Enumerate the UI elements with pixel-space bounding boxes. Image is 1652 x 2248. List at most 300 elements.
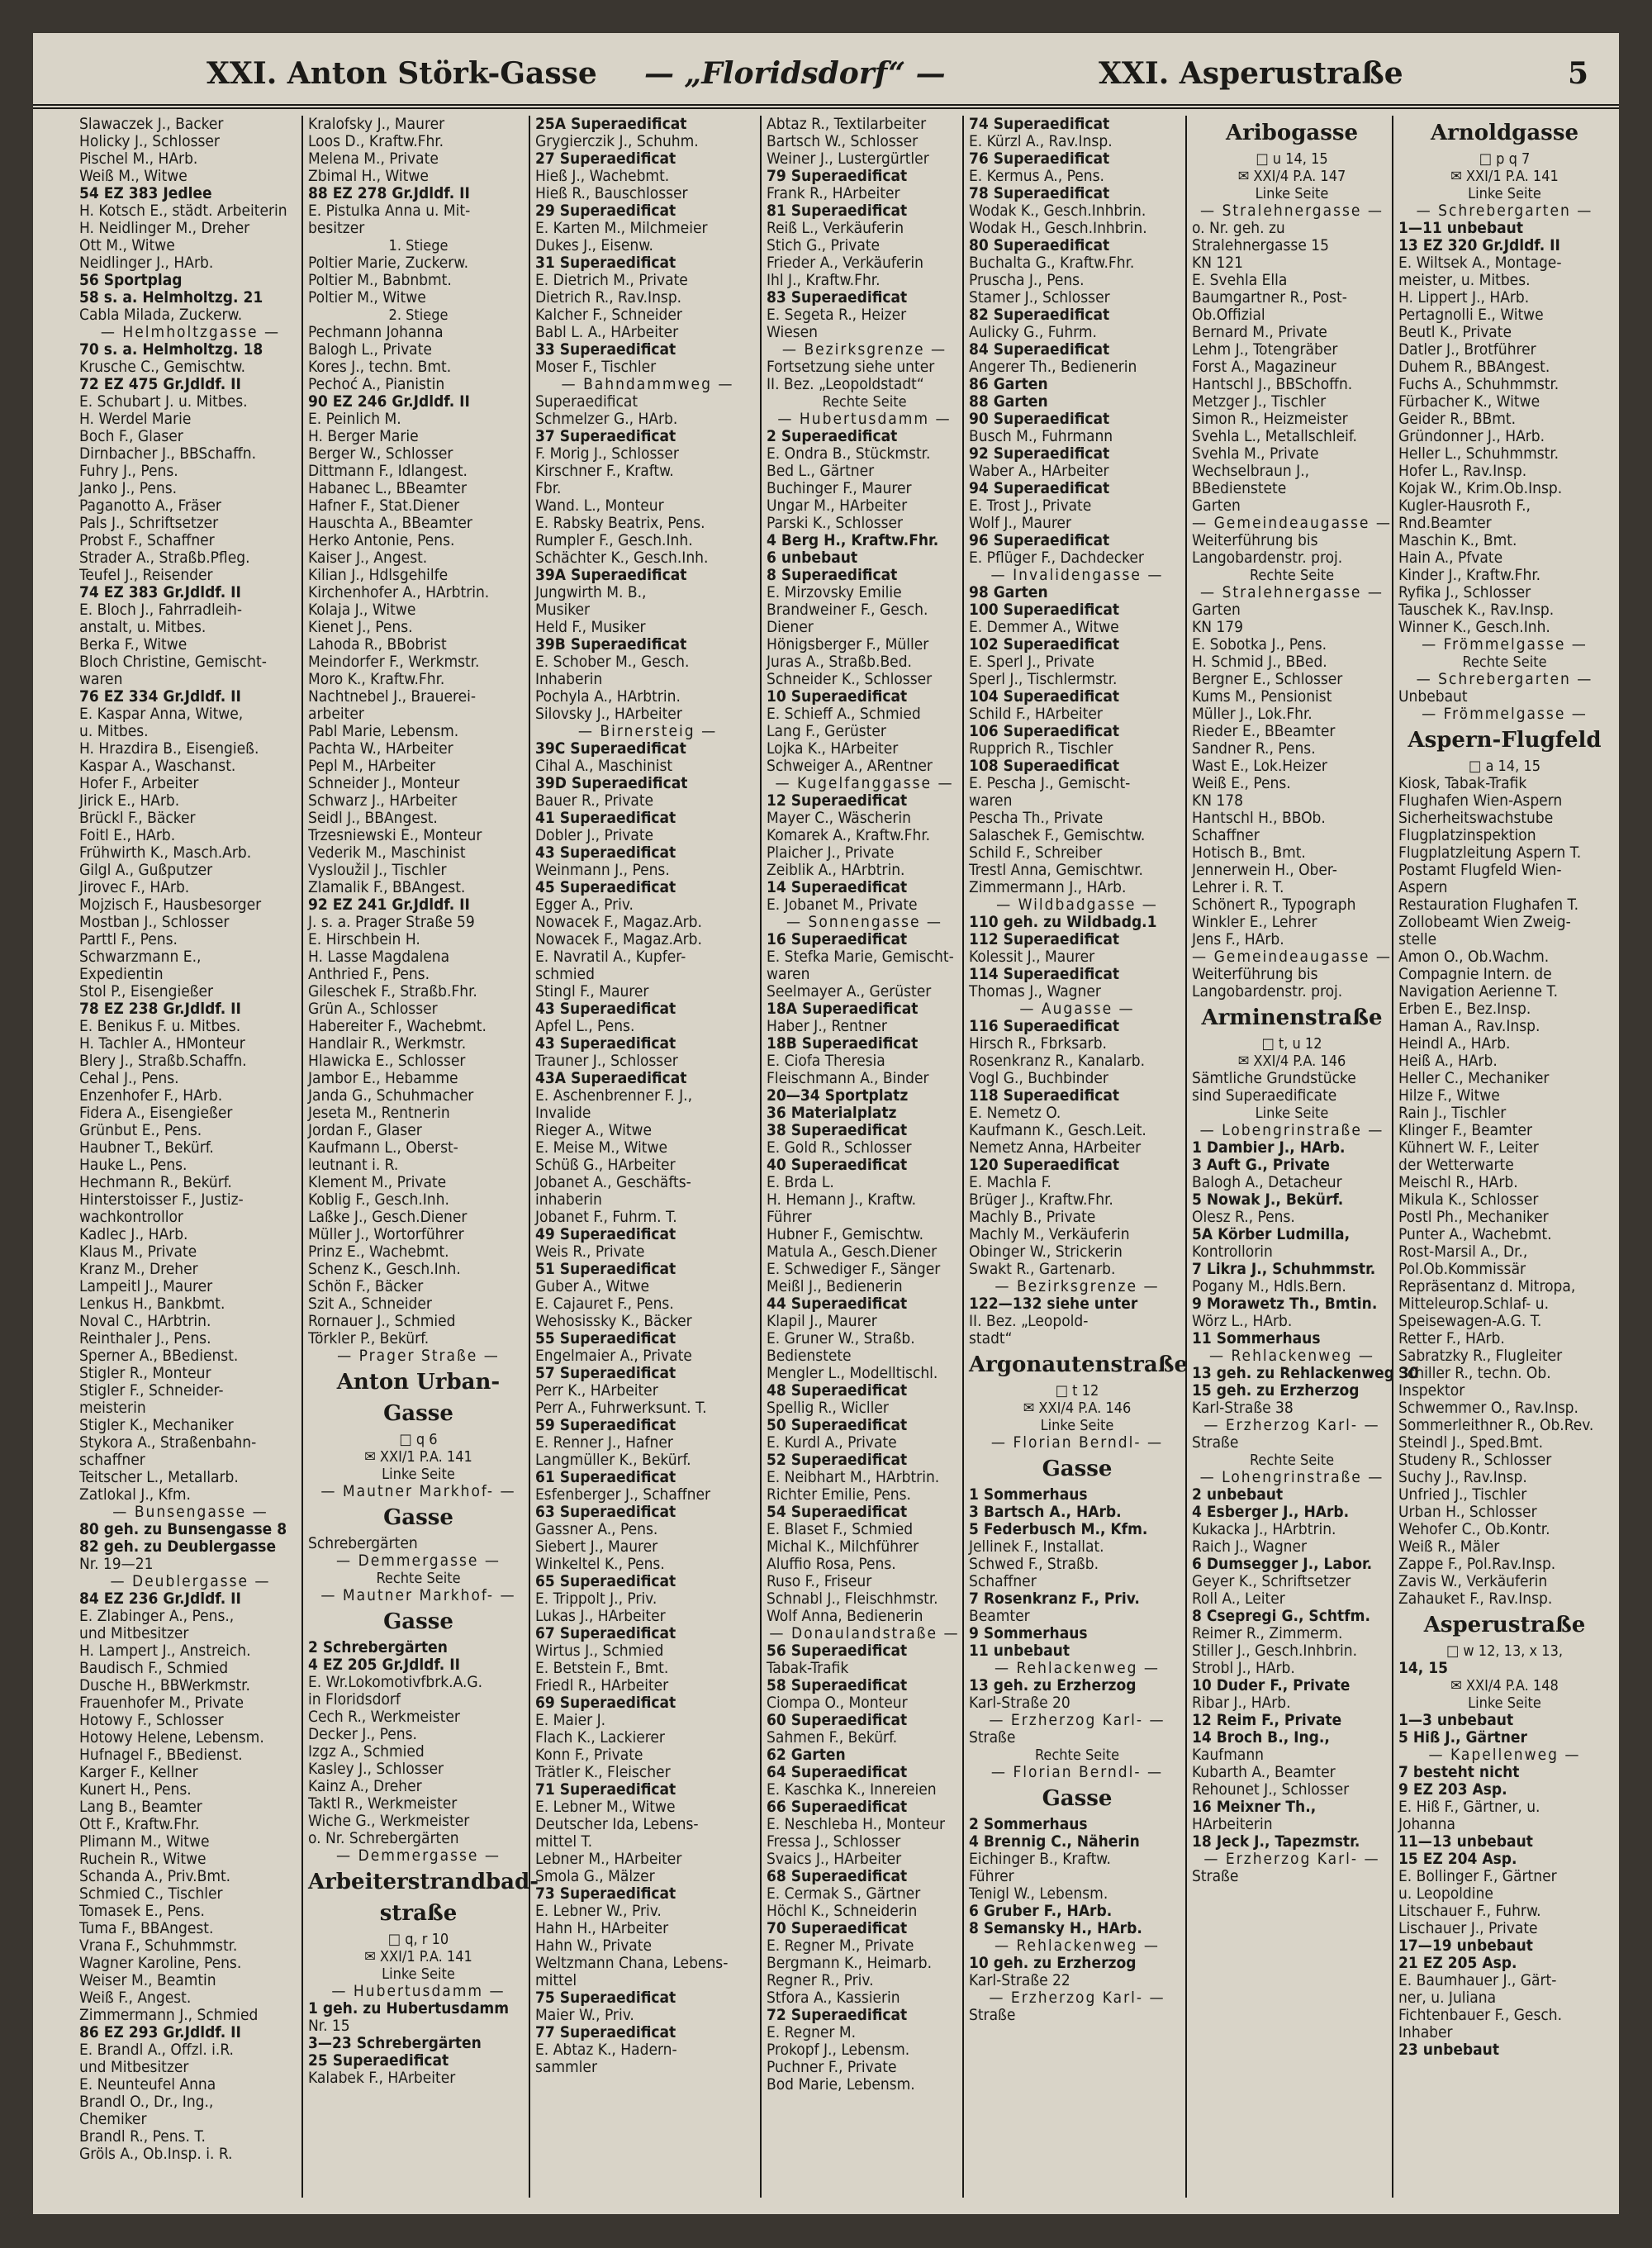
directory-entry: Inspektor (1398, 1381, 1465, 1400)
directory-entry: H. Berger Marie (308, 427, 419, 445)
directory-entry: Habanec L., BBeamter (308, 479, 467, 497)
directory-entry: Arnoldgasse (1430, 121, 1579, 145)
directory-entry: Kienet J., Pens. (308, 618, 413, 636)
directory-entry: schmied (535, 965, 595, 983)
directory-entry: Winkeltel K., Pens. (535, 1555, 665, 1573)
directory-entry: — Sonnengasse — (767, 914, 962, 931)
directory-entry: Garten (1192, 601, 1241, 619)
directory-entry: Zimmermann J., Schmied (79, 2006, 259, 2024)
directory-entry: Rieder E., BBeamter (1192, 722, 1336, 740)
directory-entry: 13 geh. zu Rehlackenweg 30 (1192, 1364, 1419, 1382)
directory-entry: Duhem R., BBAngest. (1398, 358, 1550, 376)
directory-entry: Haubner T., Bekürf. (79, 1138, 214, 1157)
directory-entry: Schönert R., Typograph (1192, 896, 1356, 914)
directory-entry: Meischl R., HArb. (1398, 1173, 1518, 1191)
directory-entry: Wolf J., Maurer (969, 514, 1071, 532)
directory-entry: Mayer C., Wäscherin (767, 809, 911, 827)
directory-entry: 8 Semansky H., HArb. (969, 1919, 1142, 1937)
directory-entry: Bed L., Gärtner (767, 462, 875, 480)
directory-entry: Lenkus H., Bankbmt. (79, 1295, 225, 1313)
directory-entry: 88 EZ 278 Gr.Jdldf. II (308, 184, 470, 202)
directory-entry: Rupprich R., Tischler (969, 739, 1113, 758)
directory-entry: 6 unbebaut (767, 549, 858, 567)
directory-entry: Berka F., Witwe (79, 635, 188, 653)
directory-entry: Beutl K., Private (1398, 323, 1512, 341)
directory-entry: Hantschl H., BBOb. (1192, 809, 1326, 827)
directory-entry: E. Karten M., Milchmeier (535, 219, 708, 237)
directory-entry: Kaufmann K., Gesch.Leit. (969, 1121, 1146, 1139)
directory-entry: Prokopf J., Lebensm. (767, 2041, 910, 2059)
directory-entry: Superaedificat (535, 392, 638, 411)
directory-entry: Karl-Straße 20 (969, 1694, 1070, 1712)
directory-entry: Richter Emilie, Pens. (767, 1485, 911, 1504)
directory-entry: Retter F., HArb. (1398, 1329, 1505, 1347)
directory-entry: Weiner J., Lustergürtler (767, 150, 929, 168)
directory-entry: E. Blaset F., Schmied (767, 1520, 914, 1538)
directory-entry: Sahmen F., Bekürf. (767, 1728, 898, 1747)
directory-entry: 39D Superaedificat (535, 774, 688, 792)
directory-columns (74, 116, 1611, 2198)
directory-entry: Ryfika J., Schlosser (1398, 583, 1531, 601)
directory-entry: 10 Superaedificat (767, 687, 908, 706)
directory-entry: Hotowy Helene, Lebensm. (79, 1728, 264, 1747)
directory-entry: Schüß G., HArbeiter (535, 1156, 676, 1174)
directory-entry: 1. Stiege (388, 237, 449, 254)
directory-entry: Invalide (535, 1104, 591, 1122)
directory-entry: Linke Seite (1255, 185, 1329, 202)
directory-entry: Stigler R., Monteur (79, 1364, 211, 1382)
directory-entry: Hahn W., Private (535, 1937, 652, 1955)
directory-entry: □ q, r 10 (387, 1931, 449, 1948)
directory-entry: 37 Superaedificat (535, 427, 676, 445)
directory-entry: Heindl A., HArb. (1398, 1034, 1511, 1053)
directory-entry: Nemetz Anna, HArbeiter (969, 1138, 1142, 1157)
directory-entry: Trätler K., Fleischer (535, 1763, 671, 1781)
directory-entry: Dittmann F., Idlangest. (308, 462, 468, 480)
directory-entry: Melena M., Private (308, 150, 439, 168)
directory-entry: Schächter K., Gesch.Inh. (535, 549, 709, 567)
directory-entry: Hieß R., Bauschlosser (535, 184, 688, 202)
directory-entry: Heller L., Schuhmmstr. (1398, 444, 1559, 463)
directory-entry: Strobl J., HArb. (1192, 1659, 1295, 1677)
directory-entry: 52 Superaedificat (767, 1451, 908, 1469)
directory-entry: 83 Superaedificat (767, 288, 908, 307)
directory-entry: 73 Superaedificat (535, 1884, 676, 1903)
directory-entry: 9 EZ 203 Asp. (1398, 1780, 1507, 1799)
directory-entry: Aspern-Flugfeld (1408, 728, 1602, 753)
directory-entry: 13 EZ 320 Gr.Jdldf. II (1398, 236, 1560, 254)
directory-entry: Schiller R., techn. Ob. (1398, 1364, 1551, 1382)
directory-entry: Janko J., Pens. (79, 479, 178, 497)
directory-entry: 15 EZ 204 Asp. (1398, 1850, 1517, 1868)
directory-entry: Baumgartner R., Post- (1192, 288, 1347, 307)
directory-entry: Cech R., Werkmeister (308, 1708, 460, 1726)
directory-entry: E. Meise M., Witwe (535, 1138, 667, 1157)
directory-entry: Busch M., Fuhrmann (969, 427, 1113, 445)
directory-entry: □ u 14, 15 (1256, 150, 1328, 168)
directory-entry: 43A Superaedificat (535, 1069, 687, 1087)
directory-entry: 72 Superaedificat (767, 2006, 908, 2024)
directory-entry: 23 unbebaut (1398, 2041, 1500, 2059)
directory-entry: Teufel J., Reisender (79, 566, 213, 584)
directory-entry: Flugplatzleitung Aspern T. (1398, 844, 1582, 862)
directory-entry: Steindl J., Sped.Bmt. (1398, 1433, 1544, 1452)
directory-entry: Fleischmann A., Binder (767, 1069, 929, 1087)
directory-entry: □ p q 7 (1479, 150, 1531, 168)
directory-entry: Hufnagel F., BBedienst. (79, 1746, 243, 1764)
directory-entry: Machly M., Verkäuferin (969, 1225, 1130, 1243)
directory-entry: Gassner A., Pens. (535, 1520, 658, 1538)
directory-entry: 3 Bartsch A., HArb. (969, 1503, 1122, 1521)
directory-column-3 (529, 116, 760, 2198)
directory-entry: E. Lebner M., Witwe (535, 1798, 676, 1816)
directory-entry: Weiß F., Angest. (79, 1989, 192, 2007)
directory-entry: Jobanet F., Fuhrm. T. (535, 1208, 677, 1226)
directory-entry: Gasse (1042, 1786, 1113, 1811)
directory-entry: Seelmayer A., Gerüster (767, 982, 932, 1000)
directory-entry: Schild F., HArbeiter (969, 705, 1103, 723)
directory-entry: Müller J., Lok.Fhr. (1192, 705, 1313, 723)
directory-entry: Ott F., Kraftw.Fhr. (79, 1815, 200, 1833)
directory-entry: E. Demmer A., Witwe (969, 618, 1119, 636)
directory-entry: Tauschek K., Rav.Insp. (1398, 601, 1555, 619)
directory-entry: 40 Superaedificat (767, 1156, 908, 1174)
directory-entry: 55 Superaedificat (535, 1329, 676, 1347)
directory-entry: Lang B., Beamter (79, 1798, 202, 1816)
directory-entry: □ t, u 12 (1261, 1035, 1322, 1053)
directory-entry: Kolessit J., Maurer (969, 948, 1095, 966)
directory-entry: Führer (969, 1867, 1014, 1885)
directory-entry: Kaufmann (1192, 1746, 1264, 1764)
directory-entry: Bedienstete (767, 1347, 852, 1365)
directory-entry: Schrebergärten (308, 1534, 418, 1552)
directory-entry: Neidlinger J., HArb. (79, 254, 214, 272)
directory-entry: — Demmergasse — (308, 1552, 529, 1570)
directory-entry: 110 geh. zu Wildbadg.1 (969, 913, 1157, 931)
directory-entry: Plaicher J., Private (767, 844, 895, 862)
directory-entry: sammler (535, 2058, 597, 2076)
directory-entry: Winner K., Gesch.Inh. (1398, 618, 1550, 636)
directory-entry: Straße (969, 2006, 1016, 2024)
directory-entry: E. Bollinger F., Gärtner (1398, 1867, 1557, 1885)
directory-column-4 (760, 116, 962, 2198)
directory-entry: E. Stefka Marie, Gemischt- (767, 948, 954, 966)
directory-entry: Rieger A., Witwe (535, 1121, 653, 1139)
directory-entry: 3—23 Schrebergärten (308, 2034, 482, 2052)
directory-entry: Pechoć A., Pianistin (308, 375, 445, 393)
directory-entry: II. Bez. „Leopoldstadt“ (767, 375, 924, 393)
directory-entry: Kolaja J., Witwe (308, 601, 416, 619)
directory-entry: Nr. 15 (308, 2017, 350, 2035)
directory-entry: — Lohengrinstraße — (1192, 1469, 1392, 1486)
directory-entry: 1 geh. zu Hubertusdamm (308, 1999, 510, 2017)
directory-entry: Stralehnergasse 15 (1192, 236, 1330, 254)
directory-entry: Kranz M., Dreher (79, 1260, 198, 1278)
directory-entry: E. Pflüger F., Dachdecker (969, 549, 1144, 567)
directory-entry: Gründonner J., HArb. (1398, 427, 1545, 445)
directory-entry: Zeiblik A., HArbtrin. (767, 861, 905, 879)
directory-entry: Amon O., Ob.Wachm. (1398, 948, 1550, 966)
directory-entry: 21 EZ 205 Asp. (1398, 1954, 1517, 1972)
directory-entry: 4 Berg H., Kraftw.Fhr. (767, 531, 939, 549)
directory-entry: Buchalta G., Kraftw.Fhr. (969, 254, 1135, 272)
directory-entry: Flughafen Wien-Aspern (1398, 791, 1563, 810)
directory-entry: Koblig F., Gesch.Inh. (308, 1191, 449, 1209)
directory-entry: Geider R., BBmt. (1398, 410, 1517, 428)
directory-entry: 84 EZ 236 Gr.Jdldf. II (79, 1590, 241, 1608)
directory-entry: Schwarz J., HArbeiter (308, 791, 458, 810)
directory-entry: E. Renner J., Hafner (535, 1433, 673, 1452)
directory-entry: E. Kermus A., Pens. (969, 167, 1104, 185)
directory-entry: Arbeiterstrandbad- (308, 1870, 539, 1894)
directory-entry: Slawaczek J., Backer (79, 115, 224, 133)
directory-entry: E. Segeta R., Heizer (767, 306, 907, 324)
directory-entry: Kalabek F., HArbeiter (308, 2069, 456, 2087)
directory-entry: 94 Superaedificat (969, 479, 1110, 497)
directory-entry: Fbr. (535, 479, 562, 497)
directory-entry: 77 Superaedificat (535, 2023, 676, 2041)
directory-entry: 38 Superaedificat (767, 1121, 908, 1139)
directory-entry: 74 EZ 383 Gr.Jdldf. II (79, 583, 241, 601)
directory-entry: Anthried F., Pens. (308, 965, 430, 983)
directory-entry: Svehla L., Metallschleif. (1192, 427, 1357, 445)
directory-entry: 90 EZ 246 Gr.Jdldf. II (308, 392, 470, 411)
directory-entry: 96 Superaedificat (969, 531, 1110, 549)
directory-entry: Tenigl W., Lebensm. (969, 1884, 1108, 1903)
directory-entry: Lojka K., HArbeiter (767, 739, 899, 758)
directory-entry: Seidl J., BBAngest. (308, 809, 438, 827)
directory-entry: Parski K., Schlosser (767, 514, 904, 532)
directory-entry: 118 Superaedificat (969, 1086, 1120, 1105)
directory-entry: F. Morig J., Schlosser (535, 444, 679, 463)
directory-entry: Nowacek F., Magaz.Arb. (535, 913, 702, 931)
directory-entry: Schild F., Schreiber (969, 844, 1103, 862)
directory-entry: mittel T. (535, 1832, 593, 1851)
directory-entry: Laßke J., Gesch.Diener (308, 1208, 468, 1226)
directory-entry: — Erzherzog Karl- — (1192, 1851, 1392, 1868)
directory-entry: 11—13 unbebaut (1398, 1832, 1533, 1851)
directory-entry: 114 Superaedificat (969, 965, 1120, 983)
directory-entry: Noval C., HArbtrin. (79, 1312, 211, 1330)
directory-entry: Kaspar A., Waschanst. (79, 757, 236, 775)
directory-entry: Linke Seite (382, 1965, 455, 1983)
directory-entry: Kugler-Hausroth F., (1398, 497, 1531, 515)
directory-entry: 51 Superaedificat (535, 1260, 676, 1278)
directory-entry: 5 Hiß J., Gärtner (1398, 1728, 1527, 1747)
directory-entry: Wirtus J., Schmied (535, 1642, 664, 1660)
directory-entry: II. Bez. „Leopold- (969, 1312, 1089, 1330)
directory-entry: 59 Superaedificat (535, 1416, 676, 1434)
directory-entry: Swakt R., Gartenarb. (969, 1260, 1116, 1278)
directory-entry: 11 unbebaut (969, 1642, 1070, 1660)
directory-entry: Straße (1192, 1867, 1239, 1885)
directory-entry: Roll A., Leiter (1192, 1590, 1285, 1608)
directory-entry: Rechte Seite (822, 393, 907, 411)
directory-entry: anstalt, u. Mitbes. (79, 618, 206, 636)
directory-entry: Izgz A., Schmied (308, 1742, 425, 1761)
directory-entry: Frühwirth K., Masch.Arb. (79, 844, 252, 862)
directory-entry: Kalcher F., Schneider (535, 306, 682, 324)
directory-entry: Punter A., Wachebmt. (1398, 1225, 1552, 1243)
directory-entry: Berger W., Schlosser (308, 444, 453, 463)
directory-entry: Inhaberin (535, 670, 603, 688)
directory-entry: Bernard M., Private (1192, 323, 1327, 341)
directory-entry: Kukacka J., HArbtrin. (1192, 1520, 1336, 1538)
directory-entry: Zlamalik F., BBAngest. (308, 878, 466, 896)
directory-entry: Jordan F., Glaser (308, 1121, 422, 1139)
directory-entry: Heiß A., HArb. (1398, 1052, 1498, 1070)
directory-entry: Linke Seite (1468, 185, 1541, 202)
directory-entry: Weiterführung bis (1192, 531, 1318, 549)
directory-entry: 43 Superaedificat (535, 844, 676, 862)
directory-entry: Sommerleithner R., Ob.Rev. (1398, 1416, 1594, 1434)
directory-entry: Grygierczik J., Schuhm. (535, 132, 699, 150)
directory-entry: E. Aschenbrenner F. J., (535, 1086, 692, 1105)
directory-entry: Jeseta M., Rentnerin (308, 1104, 450, 1122)
directory-entry: 43 Superaedificat (535, 1034, 676, 1053)
directory-entry: — Prager Straße — (308, 1347, 529, 1365)
directory-entry: Kinder J., Kraftw.Fhr. (1398, 566, 1541, 584)
directory-entry: Dirnbacher J., BBSchaffn. (79, 444, 257, 463)
directory-entry: Johanna (1398, 1815, 1455, 1833)
directory-entry: Cabla Milada, Zuckerw. (79, 306, 243, 324)
directory-entry: Hubner F., Gemischtw. (767, 1225, 924, 1243)
directory-entry: Mitteleurop.Schlaf- u. (1398, 1295, 1550, 1313)
directory-entry: Sperl J., Tischlermstr. (969, 670, 1118, 688)
directory-entry: Hafner F., Stat.Diener (308, 497, 460, 515)
directory-entry: Bergmann K., Heimarb. (767, 1954, 933, 1972)
directory-entry: Hilze F., Witwe (1398, 1086, 1500, 1105)
directory-entry: 7 besteht nicht (1398, 1763, 1520, 1781)
directory-entry: Expedientin (79, 965, 164, 983)
directory-entry: Stingl F., Maurer (535, 982, 649, 1000)
directory-entry: Dukes J., Eisenw. (535, 236, 653, 254)
directory-entry: J. s. a. Prager Straße 59 (308, 913, 475, 931)
directory-entry: Fuhry J., Pens. (79, 462, 178, 480)
directory-entry: Strader A., Straßb.Pfleg. (79, 549, 250, 567)
directory-entry: Lebner M., HArbeiter (535, 1850, 682, 1868)
directory-entry: 90 Superaedificat (969, 410, 1110, 428)
directory-entry: E. Schober M., Gesch. (535, 653, 690, 671)
directory-entry: Wehofer C., Ob.Kontr. (1398, 1520, 1550, 1538)
directory-entry: Schmelzer G., HArb. (535, 410, 678, 428)
directory-entry: Wolf Anna, Bedienerin (767, 1607, 923, 1625)
directory-entry: 80 geh. zu Bunsengasse 8 (79, 1520, 287, 1538)
directory-entry: 76 EZ 334 Gr.Jdldf. II (79, 687, 241, 706)
directory-column-1 (74, 116, 301, 2198)
directory-entry: Tabak-Trafik (767, 1659, 849, 1677)
directory-entry: Sperner A., BBedienst. (79, 1347, 239, 1365)
directory-entry: E. Kaschka K., Innereien (767, 1780, 937, 1799)
directory-entry: Reiß L., Verkäuferin (767, 219, 904, 237)
directory-entry: Lehrer i. R. T. (1192, 878, 1284, 896)
directory-entry: Deutscher Ida, Lebens- (535, 1815, 699, 1833)
directory-entry: Winkler E., Lehrer (1192, 913, 1317, 931)
directory-entry: Hirsch R., Fbrksarb. (969, 1034, 1107, 1053)
directory-entry: Hieß J., Wachebmt. (535, 167, 670, 185)
directory-entry: mittel (535, 1971, 577, 1989)
directory-entry: — Mautner Markhof- — (308, 1483, 529, 1500)
directory-entry: Esfenberger J., Schaffner (535, 1485, 710, 1504)
directory-entry: und Mitbesitzer (79, 1624, 189, 1642)
directory-entry: Ungar M., HArbeiter (767, 497, 908, 515)
directory-entry: E. Neunteufel Anna (79, 2075, 216, 2094)
directory-entry: □ t 12 (1055, 1382, 1099, 1400)
directory-entry: Zollobeamt Wien Zweig- (1398, 913, 1571, 931)
directory-entry: Jambor E., Hebamme (308, 1069, 458, 1087)
directory-entry: Pruscha J., Pens. (969, 271, 1085, 289)
directory-entry: — Rehlackenweg — (969, 1660, 1185, 1677)
directory-entry: Friedl R., HArbeiter (535, 1676, 669, 1694)
directory-entry: Frank R., HArbeiter (767, 184, 900, 202)
directory-entry: E. Jobanet M., Private (767, 896, 918, 914)
directory-entry: Moro K., Kraftw.Fhr. (308, 670, 445, 688)
directory-entry: 122—132 siehe unter (969, 1295, 1138, 1313)
directory-entry: Klement M., Private (308, 1173, 447, 1191)
directory-entry: — Rehlackenweg — (1192, 1347, 1392, 1365)
directory-entry: Kojak W., Krim.Ob.Insp. (1398, 479, 1563, 497)
directory-entry: Mostban J., Schlosser (79, 913, 230, 931)
directory-entry: Maschin K., Bmt. (1398, 531, 1517, 549)
directory-entry: H. Lippert J., HArb. (1398, 288, 1530, 307)
directory-entry: 25 Superaedificat (308, 2051, 449, 2070)
directory-entry: E. Benikus F. u. Mitbes. (79, 1017, 241, 1035)
directory-entry: 72 EZ 475 Gr.Jdldf. II (79, 375, 241, 393)
directory-entry: E. Bloch J., Fahrradleih- (79, 601, 243, 619)
directory-entry: Jirovec F., HArb. (79, 878, 190, 896)
directory-page (33, 33, 1619, 2214)
directory-entry: Grünbut E., Pens. (79, 1121, 202, 1139)
directory-entry: Brüger J., Kraftw.Fhr. (969, 1191, 1113, 1209)
directory-entry: E. Regner M. (767, 2023, 857, 2041)
directory-entry: KN 179 (1192, 618, 1244, 636)
directory-entry: 54 EZ 383 Jedlee (79, 184, 212, 202)
directory-entry: □ w 12, 13, x 13, (1446, 1642, 1564, 1660)
directory-entry: Vederik M., Maschinist (308, 844, 466, 862)
directory-entry: Pischel M., HArb. (79, 150, 198, 168)
directory-entry: E. Cajauret F., Pens. (535, 1295, 674, 1313)
directory-entry: u. Leopoldine (1398, 1884, 1493, 1903)
directory-entry: 14 Superaedificat (767, 878, 908, 896)
directory-entry: 25A Superaedificat (535, 115, 687, 133)
directory-entry: Weiß R., Mäler (1398, 1537, 1500, 1556)
directory-entry: 108 Superaedificat (969, 757, 1120, 775)
directory-entry: Törkler P., Bekürf. (308, 1329, 430, 1347)
directory-entry: 18A Superaedificat (767, 1000, 919, 1018)
directory-entry: Repräsentanz d. Mitropa, (1398, 1277, 1576, 1295)
directory-entry: Schweiger A., ARentner (767, 757, 933, 775)
directory-entry: 45 Superaedificat (535, 878, 676, 896)
directory-entry: — Stralehnergasse — (1192, 202, 1392, 220)
directory-entry: Schenz K., Gesch.Inh. (308, 1260, 461, 1278)
directory-entry: Pol.Ob.Kommissär (1398, 1260, 1526, 1278)
directory-entry: Schwarzmann E., (79, 948, 202, 966)
directory-entry: 6 Gruber F., HArb. (969, 1902, 1113, 1920)
page-number: 5 (1568, 56, 1589, 91)
directory-entry: 116 Superaedificat (969, 1017, 1120, 1035)
directory-entry: Herko Antonie, Pens. (308, 531, 455, 549)
directory-entry: Vrana F., Schuhmmstr. (79, 1937, 238, 1955)
directory-entry: E. Hirschbein H. (308, 930, 420, 948)
directory-entry: Hönigsberger F., Müller (767, 635, 929, 653)
directory-entry: Konn F., Private (535, 1746, 643, 1764)
directory-entry: Klinger F., Beamter (1398, 1121, 1533, 1139)
directory-entry: Grün A., Schlosser (308, 1000, 438, 1018)
directory-entry: Schanda A., Priv.Bmt. (79, 1867, 231, 1885)
directory-entry: o. Nr. Schrebergärten (308, 1829, 459, 1847)
directory-entry: H. Schmid J., BBed. (1192, 653, 1327, 671)
directory-entry: Rornauer J., Schmied (308, 1312, 456, 1330)
